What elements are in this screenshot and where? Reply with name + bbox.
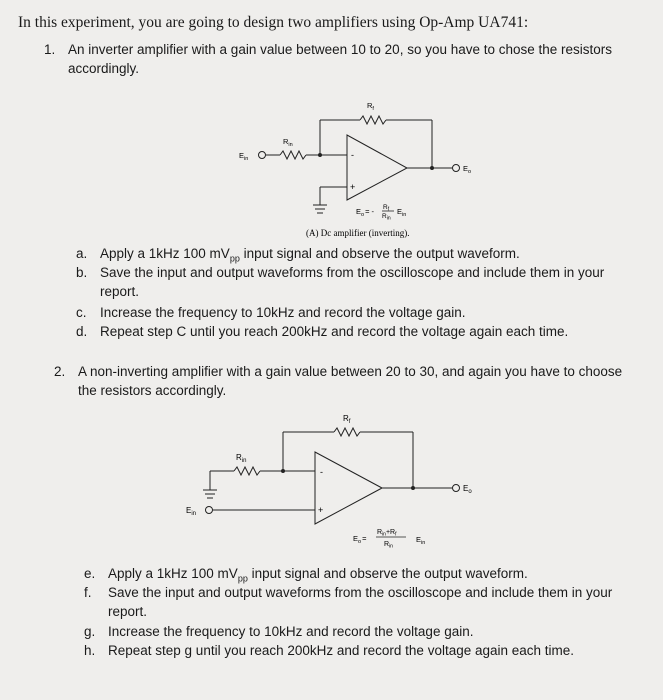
noninverting-input-sign: + — [318, 505, 324, 515]
feedback-resistor-label: $R_f$ — [367, 101, 374, 112]
question-1-text: An inverter amplifier with a gain value between 10 to 20, so you have to chose the resistors accordingly. — [68, 42, 613, 76]
svg-text:Rin: $R_{in}$ — [384, 541, 393, 550]
step-letter: d. — [76, 324, 88, 339]
step-g — [84, 623, 636, 642]
svg-text:Rin+Rf: $R_{in}+R_f$ — [377, 529, 397, 538]
junction-dot — [430, 166, 434, 170]
step-text: Increase the frequency to 10kHz and record the voltage gain. — [100, 305, 466, 320]
step-letter: g. — [84, 624, 96, 639]
input-resistor-label: $R_{in}$ — [283, 137, 293, 148]
svg-text:Ein: $E_{in}$ — [397, 207, 407, 218]
feedback-resistor-label: $R_f$ — [343, 414, 351, 425]
junction-dot — [411, 486, 415, 490]
step-letter: e. — [84, 566, 96, 581]
input-resistor-label: $R_{in}$ — [236, 453, 247, 464]
question-2-number: 2. — [54, 364, 66, 379]
svg-text:Eo=: $E_o=$ — [353, 534, 367, 545]
step-letter: b. — [76, 265, 88, 280]
step-text: Save the input and output waveforms from the oscilloscope and include them in your report. — [108, 585, 613, 619]
step-text: Apply a 1kHz 100 $mV_{pp}$ input signal and observe the output waveform. — [100, 246, 520, 264]
noninverting-input-sign: + — [350, 182, 356, 192]
question-1-number: 1. — [44, 42, 56, 57]
step-text: Increase the frequency to 10kHz and record the voltage gain. — [108, 624, 474, 639]
step-b — [76, 264, 636, 301]
gain-formula — [353, 529, 425, 550]
step-letter: a. — [76, 246, 88, 261]
step-f — [84, 584, 636, 621]
inverting-input-sign: - — [320, 467, 323, 477]
question-2-text: A non-inverting amplifier with a gain value between 20 to 30, and again you have to choose the resistors accordingly. — [78, 364, 623, 398]
inverting-input-sign: - — [351, 150, 354, 160]
step-c — [76, 304, 636, 323]
output-terminal-label: $E_o$ — [463, 484, 472, 495]
circuit-caption: (A) Dc amplifier (inverting). — [306, 228, 410, 238]
gain-formula — [356, 204, 406, 222]
svg-text:Eo= -: $E_o=$ - — [356, 207, 375, 218]
svg-text:Rin: $R_{in}$ — [382, 213, 391, 222]
step-letter: c. — [76, 305, 87, 320]
step-text: Repeat step g until you reach 200kHz and record the voltage again each time. — [108, 643, 575, 658]
step-d — [76, 323, 636, 342]
intro-text: In this experiment, you are going to design two amplifiers using Op-Amp UA741: — [18, 14, 529, 31]
step-letter: h. — [84, 643, 96, 658]
input-terminal-label: $E_{in}$ — [239, 151, 249, 162]
step-text: Apply a 1kHz 100 $mV_{pp}$ input signal and observe the output waveform. — [108, 566, 528, 584]
step-text: Save the input and output waveforms from the oscilloscope and include them in your report. — [100, 265, 605, 299]
junction-dot — [281, 469, 285, 473]
noninverting-amplifier-diagram — [186, 414, 472, 550]
svg-text:Rf: $R_f$ — [383, 204, 390, 213]
question-2 — [54, 362, 624, 400]
step-h — [84, 642, 636, 661]
output-terminal-label: $E_o$ — [463, 164, 472, 175]
svg-text:Ein: $E_{in}$ — [416, 535, 426, 546]
junction-dot — [318, 153, 322, 157]
step-text: Repeat step C until you reach 200kHz and record the voltage again each time. — [100, 324, 569, 339]
input-terminal-label: $E_{in}$ — [186, 506, 197, 517]
step-letter: f. — [84, 585, 92, 600]
